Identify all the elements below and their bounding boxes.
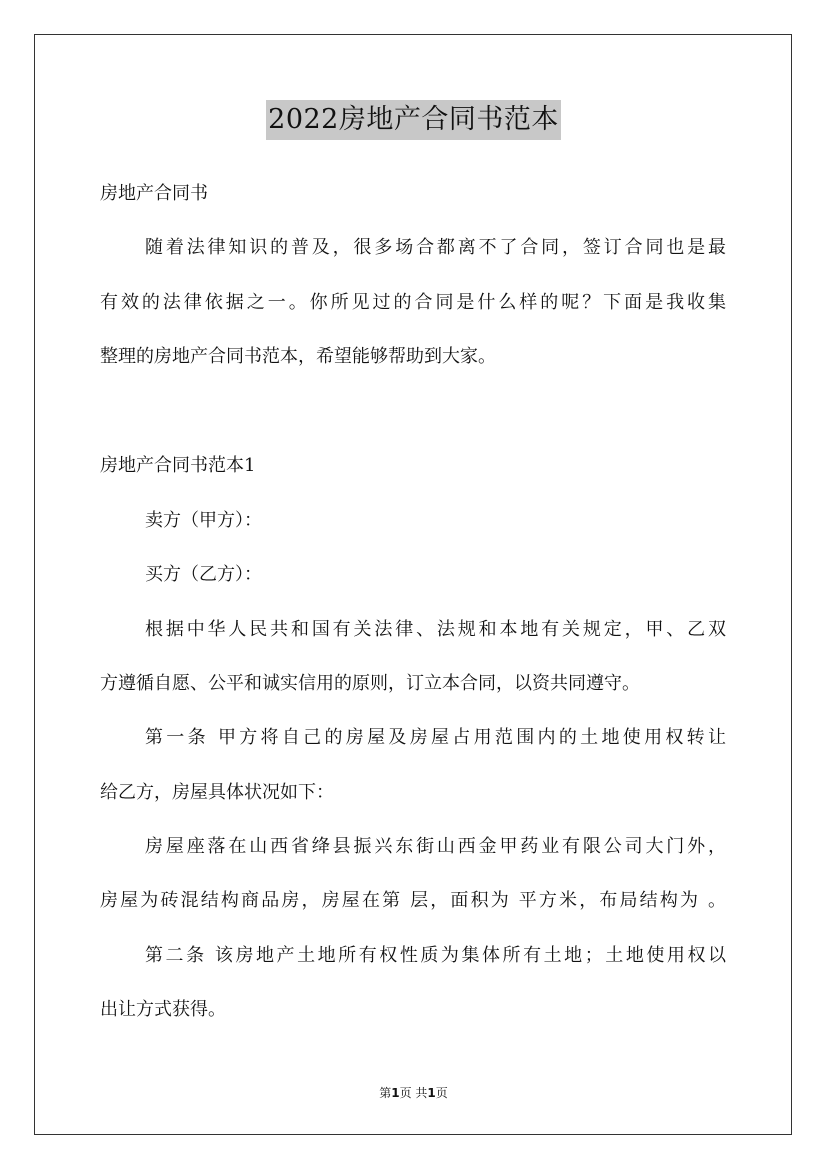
property-line-1: 房屋座落在山西省绛县振兴东街山西金甲药业有限公司大门外， <box>145 836 726 857</box>
paragraph-1-line-1: 根据中华人民共和国有关法律、法规和本地有关规定，甲、乙双 <box>145 619 726 640</box>
footer-prefix: 第 <box>379 1086 392 1100</box>
buyer-line: 买方（乙方）： <box>145 564 262 585</box>
property-line-2: 房屋为砖混结构商品房，房屋在第 层，面积为 平方米，布局结构为 。 <box>100 890 726 911</box>
paragraph-1-line-2: 方遵循自愿、公平和诚实信用的原则，订立本合同，以资共同遵守。 <box>100 673 640 694</box>
document-title: 2022房地产合同书范本 <box>266 100 561 140</box>
intro-line-1: 随着法律知识的普及，很多场合都离不了合同，签订合同也是最 <box>145 237 726 258</box>
intro-line-3: 整理的房地产合同书范本，希望能够帮助到大家。 <box>100 346 496 367</box>
footer-suffix: 页 <box>435 1086 448 1100</box>
article-2-line-1: 第二条 该房地产土地所有权性质为集体所有土地；土地使用权以 <box>145 945 726 966</box>
title-container <box>0 100 827 140</box>
article-1-line-2: 给乙方，房屋具体状况如下： <box>100 782 334 803</box>
intro-line-2: 有效的法律依据之一。你所见过的合同是什么样的呢？下面是我收集 <box>100 292 726 313</box>
article-2-line-2: 出让方式获得。 <box>100 999 226 1020</box>
footer-current-page: 1 <box>391 1086 400 1100</box>
footer-total-pages: 1 <box>427 1086 436 1100</box>
footer-mid: 页 共 <box>399 1086 428 1100</box>
seller-line: 卖方（甲方）： <box>145 510 262 531</box>
article-1-line-1: 第一条 甲方将自己的房屋及房屋占用范围内的土地使用权转让 <box>145 727 726 748</box>
page-footer <box>0 1085 827 1101</box>
section-heading-sample-1: 房地产合同书范本1 <box>100 455 256 476</box>
section-heading-contract: 房地产合同书 <box>100 183 208 204</box>
